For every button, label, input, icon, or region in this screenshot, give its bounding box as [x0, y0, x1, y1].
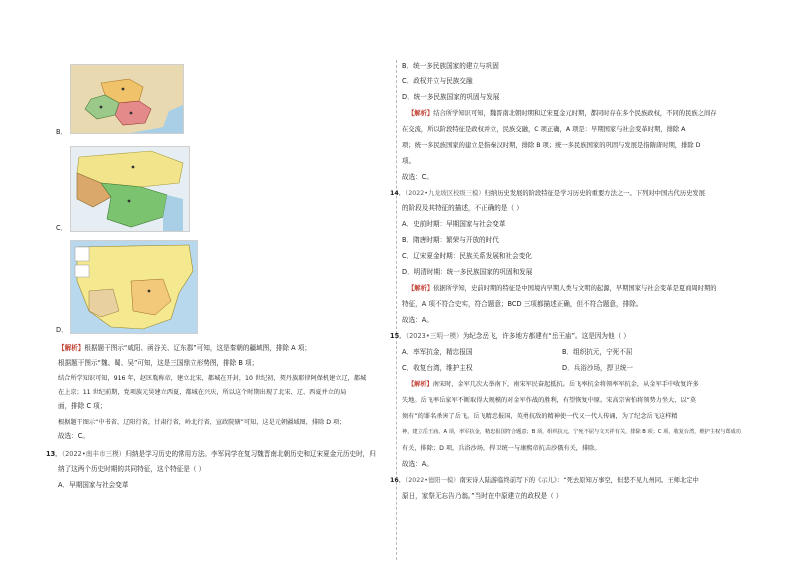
explain-line-4: 在上京；11 世纪前期，党项族元昊建立西夏，都城在兴庆，所以这个时期出现了北宋、辽、西夏并立的局 [58, 389, 347, 396]
q13-stem-line-1: 13．（2022•南丰市三模）归纳是学习历史的常用方法。李军同学在复习魏晋南北朝历史和辽宋夏金元历史时，归 [46, 450, 376, 458]
q13-answer: 故选：C。 [402, 173, 433, 181]
option-d-label: D． [56, 326, 68, 334]
q15-option-a: A．率军抗金，精忠报国 [402, 348, 473, 356]
map-option-b [70, 64, 184, 134]
q14-option-c: C．辽宋夏金时期：民族关系发展和社会变化 [402, 252, 532, 260]
explain-answer: 故选：C。 [58, 432, 89, 440]
q14-option-a: A．史前时期：早期国家与社会变革 [402, 220, 506, 228]
q15-explain-line-4: 神，建立岳王庙。A 项，率军抗金，精忠报国符合题意；B 项，组织抗元，宁死不屈与文天祥有关，排除 B 项；C 项，收复台湾，维护主权与郑成功 [402, 429, 741, 435]
q15-explain-line-2: 失地。岳飞率岳家军不断取得大规模的对金军作战的胜利，有望恢复中原。宋高宗害怕将领势力坐大，以“莫 [402, 397, 697, 404]
q15-explain-line-1: 【解析】南宋时，金军几次大举南下，南宋军民奋起抵抗。岳飞率抗金将领率军抗金，从金军手中收复许多 [408, 381, 699, 388]
q15-stem: 15．（2023•三明一模）为纪念岳飞，许多地方都建有“岳王庙”。这是因为他（ ） [390, 332, 630, 340]
q16-stem-line-1: 16．（2022•德阳一模）南宋诗人陆游临终前写下的《示儿》：“死去原知万事空，但悲不见九州同。王师北定中 [390, 477, 699, 484]
explain-line-2: 根据题干图示“魏、蜀、吴”可知，这是三国鼎立形势图，排除 B 项； [58, 359, 259, 367]
q13-option-b: B．统一多民族国家的建立与巩固 [402, 62, 499, 70]
q13-stem-line-2: 纳了这两个历史时期的共同特征，这个特征是（ ） [58, 465, 206, 473]
explain-line-5: 面，排除 C 项； [58, 402, 107, 410]
explain-line-6: 根据题干图示“中书省、辽阳行省，甘肃行省，岭北行省，宣政院辖”可知，这是元朝疆域图，排除 D 项； [58, 419, 346, 426]
q15-option-b: B．组织抗元，宁死不屈 [562, 348, 633, 356]
map-d-graphic [71, 241, 197, 333]
option-c-label: C． [56, 224, 68, 232]
q14-stem-line-1: 14．（2022•九龙坡区校级三模）归纳历史发展的阶段特征是学习历史的重要方法之一。下列对中国古代历史发展 [390, 190, 706, 197]
map-c-graphic [71, 147, 189, 231]
map-option-d [70, 240, 198, 334]
q13-option-d: D．统一多民族国家的巩固与发展 [402, 93, 500, 101]
q14-answer: 故选：A。 [402, 316, 433, 324]
q14-option-b: B．隋唐时期：繁荣与开放的时代 [402, 236, 499, 244]
q14-explain-line-2: 特征，A 项不符合史实，符合题意；BCD 三项都描述正确，但不符合题意，排除。 [402, 300, 643, 308]
q13-explain-line-4: 项。 [402, 157, 416, 165]
q13-option-a: A．早期国家与社会变革 [58, 481, 129, 489]
q15-option-d: D．兵浴沙场，捍卫统一 [562, 364, 634, 372]
q15-explain-line-3: 须有”的罪名杀害了岳飞。岳飞精忠报国，英勇抗敌的精神使一代又一代人传诵，为了纪念岳飞这样精 [402, 413, 678, 420]
q16-stem-line-2: 原日，家祭无忘告乃翁。”当时在中原建立的政权是（ ） [402, 492, 563, 500]
q13-explain-line-3: 项；统一多民族国家的建立是指秦汉时期，排除 B 项；统一多民族国家的巩固与发展是指隋唐时期，排除 D [402, 142, 701, 149]
q15-explain-line-5: 有关，排除；D 项，兵浴沙场，捍卫统一与康熙帝抗击沙俄有关，排除。 [402, 445, 601, 452]
map-option-c [70, 146, 190, 232]
q13-explain-line-2: 在交流，所以阶段特征是政权并立，民族交融，C 项正确，A 项是：早期国家与社会变革时期，排除 A [402, 126, 686, 133]
q14-option-d: D．明清时期：统一多民族国家的巩固和发展 [402, 268, 533, 276]
q15-answer: 故选：A。 [402, 460, 433, 468]
explain-line-3: 结合所学知识可知，916 年，赵匡胤称帝，建立北宋，都城在开封，10 世纪初，契丹族耶律阿保机建立辽，都城 [58, 375, 367, 382]
q14-stem-line-2: 的阶段及其特征的描述，不正确的是（ ） [402, 204, 523, 212]
option-b-label: B． [56, 128, 68, 136]
q14-explain-line-1: 【解析】依据所学知，史前时期的特征是中国境内早期人类与文明的起源，早期国家与社会变革是夏商周时期的 [408, 285, 717, 292]
explain-tag: 【解析】 [58, 344, 85, 352]
explain-line-1: 【解析】根据题干图示“咸阳、函谷关、辽东郡”可知，这是秦朝的疆域图，排除 A 项； [58, 344, 311, 352]
q13-option-c: C．政权并立与民族交融 [402, 77, 473, 85]
q15-option-c: C．收复台湾，维护主权 [402, 364, 473, 372]
map-b-graphic [71, 65, 183, 133]
q13-explain-line-1: 【解析】结合所学知识可知，魏晋南北朝时期和辽宋夏金元时期，都同时存在多个民族政权，不同的民族之间存 [408, 110, 717, 117]
